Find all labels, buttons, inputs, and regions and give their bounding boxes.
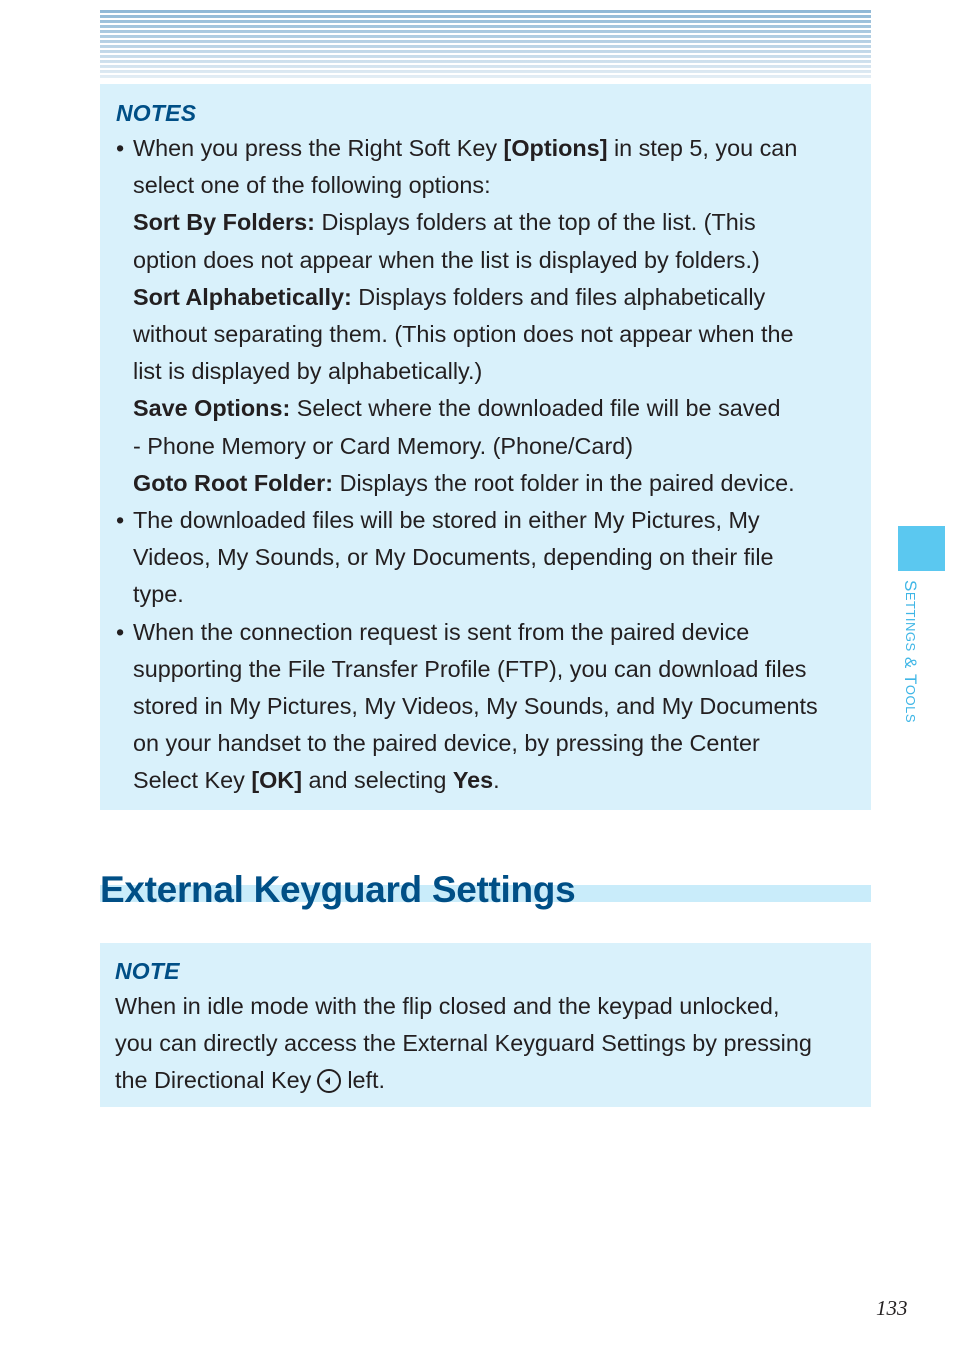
bullet-3-text: When the connection request is sent from the paired device [133,618,750,645]
notes-bullet-3-line: on your handset to the paired device, by pressing the Center [133,730,760,757]
option-term: Sort Alphabetically: [133,283,352,310]
header-stripe-band [100,10,871,78]
directional-key-left-icon [317,1069,341,1093]
note-text: left. [347,1067,386,1094]
bullet-3-period: . [493,767,500,794]
bullet-icon: • [116,135,125,161]
option-desc-line: option does not appear when the list is displayed by folders.) [133,246,760,273]
bullet-2-text: The downloaded files will be stored in either My Pictures, My [133,507,760,534]
notes-box [100,84,871,810]
side-label-cap: T [901,673,920,685]
page-number: 133 [876,1296,908,1320]
option-desc: Displays folders and files alphabetically [351,283,766,310]
option-sort-alphabetically [116,279,857,316]
side-label-amp: & [901,651,920,674]
option-desc: Select where the downloaded file will be saved [290,395,781,422]
bullet-3-text: and selecting [301,767,453,794]
notes-bullet-3-line: stored in My Pictures, My Videos, My Sounds, and My Documents [133,693,818,720]
notes-bullet-3 [116,614,857,651]
notes-bullet-3-line: supporting the File Transfer Profile (FTP), you can download files [133,655,807,682]
option-desc-line: list is displayed by alphabetically.) [133,358,483,385]
option-desc-line: - Phone Memory or Card Memory. (Phone/Card) [133,432,634,459]
section-heading [100,866,871,914]
side-tab-marker [898,526,945,571]
note-line: When in idle mode with the flip closed and the keypad unlocked, [115,993,780,1019]
notes-heading: NOTES [116,100,197,126]
option-desc: Displays folders at the top of the list. (This [314,209,756,236]
option-term: Sort By Folders: [133,209,315,236]
note-line: you can directly access the External Keyguard Settings by pressing [115,1030,812,1057]
options-key-label: [Options] [503,135,608,161]
note-box [100,943,871,1107]
option-desc: Displays the root folder in the paired device. [333,469,795,496]
bullet-3-text: Select Key [133,767,252,794]
side-section-label [896,580,920,760]
note-last-line [115,1062,857,1099]
side-label-small: OOLS [903,684,918,723]
notes-bullet-2 [116,502,857,539]
option-term: Save Options: [133,395,291,422]
side-label-cap: S [901,580,920,592]
notes-bullet-2-line: type. [133,581,184,608]
option-term: Goto Root Folder: [133,469,334,496]
notes-bullet-1-line-2: select one of the following options: [133,172,491,199]
option-sort-by-folders [116,204,857,241]
notes-bullet-2-line: Videos, My Sounds, or My Documents, depending on their file [133,544,774,571]
option-desc-line: without separating them. (This option does not appear when the [133,321,794,348]
bullet-icon: • [116,618,125,645]
option-goto-root-folder [116,465,857,502]
bullet-1-text-end: in step 5, you can [607,135,798,161]
ok-key-label: [OK] [251,767,302,794]
section-title: External Keyguard Settings [100,869,576,910]
note-heading: NOTE [115,958,180,984]
yes-label: Yes [452,767,494,794]
note-text: the Directional Key [115,1067,312,1094]
bullet-icon: • [116,507,125,534]
notes-bullet-1 [116,130,857,167]
option-save-options [116,390,857,427]
side-label-small: ETTINGS [903,591,918,652]
bullet-1-text: When you press the Right Soft Key [133,135,504,161]
notes-bullet-3-last-line [116,762,857,799]
